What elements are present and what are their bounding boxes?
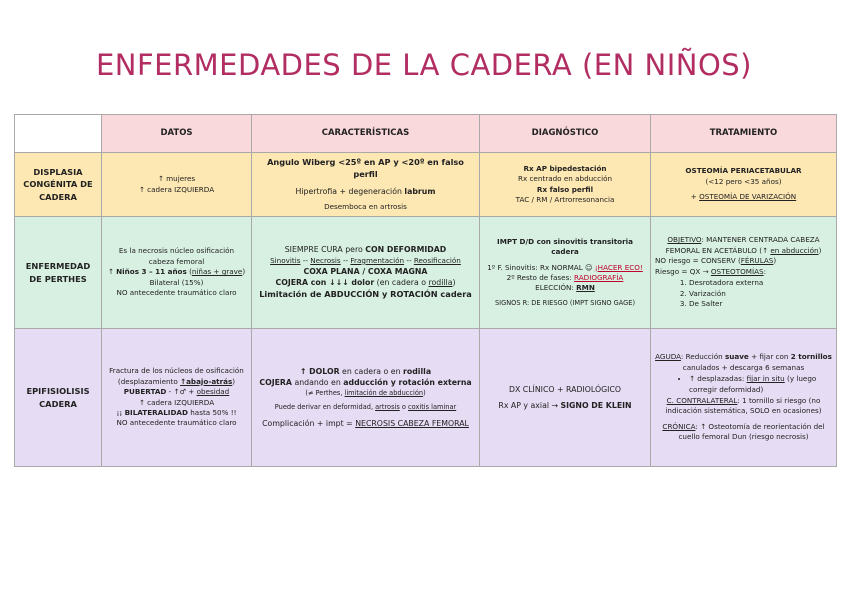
displasia-datos (102, 153, 252, 217)
perthes-diag-4: ELECCIÓN: RMN (535, 283, 595, 293)
epifi-datos (102, 329, 252, 467)
corner-cell (15, 115, 102, 153)
perthes-dato-2: ↑ Niños 3 – 11 años (niñas + grave) (107, 267, 246, 277)
epifi-diag-2: Rx AP y axial → SIGNO DE KLEIN (498, 401, 632, 410)
perthes-car-5: Limitación de ABDUCCIÓN y ROTACIÓN cadera (259, 288, 472, 299)
perthes-car-4: COJERA con ↓↓↓ dolor (en cadera o rodilla) (275, 278, 456, 288)
displasia-diag-1: Rx AP bipedestación (523, 163, 607, 173)
row-label-perthes: ENFERMEDAD DE PERTHES (15, 217, 102, 329)
displasia-tratamiento (651, 153, 837, 217)
epifi-trat-list (655, 374, 832, 395)
epifi-tratamiento (651, 329, 837, 467)
epifi-diagnostico (480, 329, 651, 467)
displasia-car-2a: Hipertrofia + degeneración (295, 186, 405, 196)
perthes-trat-1: OBJETIVO: MANTENER CENTRADA CABEZA FEMORAL EN ACETÁBULO (↑ en abducción) (665, 235, 822, 255)
diseases-table (14, 114, 837, 467)
row-epifisiolisis (15, 329, 837, 467)
epifi-car-5: Complicación + impt = NECROSIS CABEZA FEMORAL (262, 418, 469, 428)
epifi-car-4: Puede derivar en deformidad, artrosis o coxitis laminar (274, 403, 457, 412)
displasia-dato-1: ↑ mujeres (157, 174, 196, 184)
epifi-dato-3: ↑ cadera IZQUIERDA (138, 397, 215, 407)
epifi-car-3: (≠ Perthes, limitación de abducción) (305, 388, 426, 397)
list-item: • ↑ desplazadas: fijar in situ (y luego corregir deformidad) (689, 374, 832, 395)
perthes-car-2: Sinovitis -- Necrosis -- Fragmentación -- Reosificación (270, 255, 461, 265)
displasia-diag-2: Rx centrado en abducción (517, 174, 613, 184)
displasia-car-2 (256, 186, 475, 197)
list-item: 1. Desrotadora externa (689, 278, 832, 288)
header-row (15, 115, 837, 153)
epifi-trat-4: CRÓNICA: ↑ Osteotomía de reorientación del cuello femoral Dun (riesgo necrosis) (662, 421, 825, 442)
perthes-dato-4: NO antecedente traumático claro (116, 288, 237, 298)
list-item: 3. De Salter (689, 299, 832, 309)
perthes-diag-5: SIGNOS R: DE RIESGO (IMPT SIGNO GAGE) (494, 298, 636, 307)
displasia-diag-4: TAC / RM / Artrorresonancia (515, 194, 615, 204)
perthes-trat-2: NO riesgo = CONSERV (FÉRULAS) (655, 256, 777, 266)
header-caracteristicas: CARACTERÍSTICAS (252, 115, 480, 153)
list-item: 2. Varización (689, 289, 832, 299)
epifi-dato-4: ¡¡ BILATERALIDAD hasta 50% !! (116, 407, 237, 417)
epifi-dato-2: PUBERTAD - ↑♂ + obesidad (123, 387, 230, 397)
perthes-car-3: COXA PLANA / COXA MAGNA (303, 267, 428, 277)
epifi-dato-1: Fractura de los núcleos de osificación (desplazamiento ↑abajo-atrás) (109, 366, 244, 386)
row-displasia (15, 153, 837, 217)
row-perthes (15, 217, 837, 329)
page-title: ENFERMEDADES DE LA CADERA (EN NIÑOS) (95, 48, 752, 82)
epifi-car-2: COJERA andando en adducción y rotación externa (259, 378, 472, 388)
perthes-dato-1: Es la necrosis núcleo osificación cabeza femoral (118, 246, 235, 266)
perthes-caracteristicas (252, 217, 480, 329)
displasia-dato-2: ↑ cadera IZQUIERDA (138, 184, 215, 194)
displasia-car-1: Angulo Wiberg <25º en AP y <20º en falso perfil (267, 156, 464, 179)
displasia-trat-3: + OSTEOMÍA DE VARIZACIÓN (690, 192, 797, 202)
epifi-caracteristicas (252, 329, 480, 467)
displasia-trat-3b: OSTEOMÍA DE VARIZACIÓN (699, 192, 797, 202)
epifi-diag-1: DX CLÍNICO + RADIOLÓGICO (508, 384, 622, 394)
epifi-car-1: ↑ DOLOR en cadera o en rodilla (299, 367, 432, 376)
perthes-trat-3: Riesgo = QX → OSTEOTOMÍAS: (655, 266, 766, 276)
displasia-car-3: Desemboca en artrosis (324, 201, 407, 211)
epifi-trat-3: C. CONTRALATERAL: 1 tornillo si riesgo (no indicación sistemática, SOLO en ocasiones) (665, 396, 822, 416)
header-diagnostico: DIAGNÓSTICO (480, 115, 651, 153)
displasia-trat-1: OSTEOMÍA PERIACETABULAR (685, 166, 802, 176)
perthes-car-1: SIEMPRE CURA pero CON DEFORMIDAD (284, 245, 447, 255)
perthes-diag-2: 1º F. Sinovitis: Rx NORMAL ☺ ¡HACER ECO! (487, 262, 643, 272)
displasia-trat-2: (<12 pero <35 años) (705, 176, 782, 186)
perthes-diagnostico (480, 217, 651, 329)
header-datos: DATOS (102, 115, 252, 153)
row-label-epifisiolisis: EPIFISIOLISIS CADERA (15, 329, 102, 467)
displasia-caracteristicas (252, 153, 480, 217)
perthes-tratamiento (651, 217, 837, 329)
epifi-dato-5: NO antecedente traumático claro (116, 418, 237, 428)
header-tratamiento: TRATAMIENTO (651, 115, 837, 153)
displasia-diagnostico (480, 153, 651, 217)
perthes-osteotomias-list (655, 278, 832, 309)
row-label-displasia: DISPLASIA CONGÉNITA DE CADERA (15, 153, 102, 217)
displasia-car-2b: labrum (404, 186, 436, 196)
perthes-datos (102, 217, 252, 329)
perthes-diag-1: IMPT D/D con sinovitis transitoria cadera (497, 236, 633, 257)
perthes-diag-3: 2º Resto de fases: RADIOGRAFÍA (506, 272, 624, 282)
displasia-diag-3: Rx falso perfil (536, 184, 594, 194)
epifi-trat-1: AGUDA: Reducción suave + fijar con 2 tornillos canulados + descarga 6 semanas (655, 352, 832, 372)
perthes-dato-3: Bilateral (15%) (149, 277, 204, 287)
